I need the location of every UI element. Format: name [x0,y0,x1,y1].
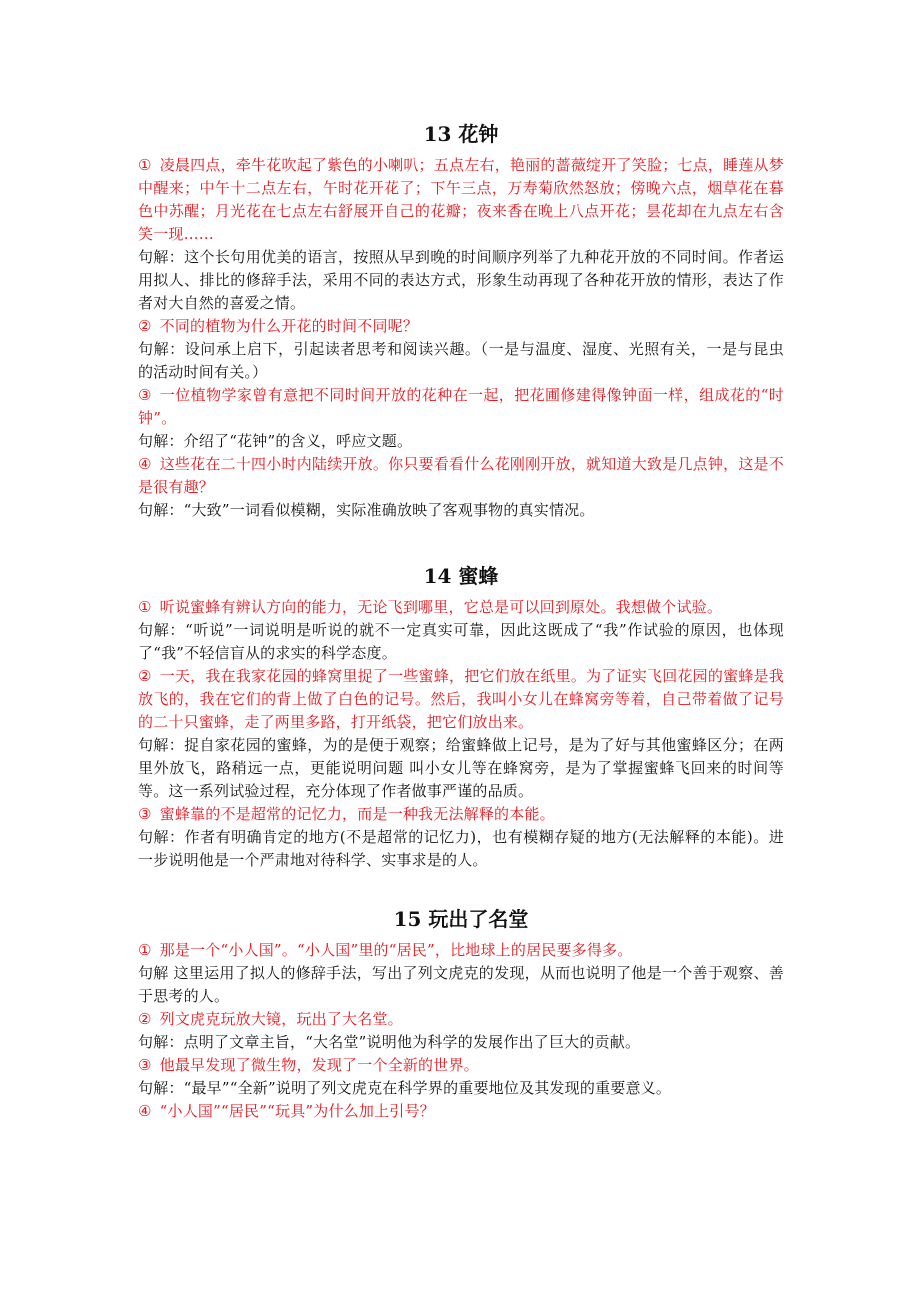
document-content [138,118,784,1123]
sentence-explanation-4: 句解：“大致”一词看似模糊，实际准确放映了客观事物的真实情况。 [138,501,595,519]
sentence-explanation-1: 句解：这个长句用优美的语言，按照从早到晚的时间顺序列举了九种花开放的不同时间。作者运用拟人、排比的修辞手法，采用不同的表达方式，形象生动再现了各种花开放的情形，表达了作者对大自然的喜爱之情。 [138,248,784,312]
sentence-explanation-1: 句解 这里运用了拟人的修辞手法，写出了列文虎克的发现，从而也说明了他是一个善于观察、善于思考的人。 [138,964,784,1005]
key-sentence-4 [138,453,784,499]
key-sentence-4 [138,1100,784,1123]
sentence-number: ① [138,598,152,616]
key-sentence-2 [138,665,784,734]
key-sentence-1 [138,154,784,246]
key-sentence-2 [138,1008,784,1031]
section-title: 13 花钟 [423,122,499,146]
sentence-number: ③ [138,386,152,404]
key-sentence-1 [138,939,784,962]
sentence-number: ① [138,156,152,174]
sentence-number: ③ [138,1056,152,1074]
sentence-number: ① [138,941,152,959]
sentence-text: 那是一个“小人国”。“小人国”里的“居民”，比地球上的居民要多得多。 [159,941,633,959]
sentence-text: 蜜蜂靠的不是超常的记忆力，而是一种我无法解释的本能。 [159,805,555,823]
key-sentence-2 [138,315,784,338]
sentence-number: ④ [138,455,152,473]
sentence-text: 凌晨四点，牵牛花吹起了紫色的小喇叭；五点左右，艳丽的蔷薇绽开了笑脸；七点，睡莲从梦中醒来；中午十二点左右，午时花开花了；下午三点，万寿菊欣然怒放；傍晚六点，烟草花在暮色中苏醒；月光花在七点左右舒展开自己的花瓣；夜来香在晚上八点开花；昙花却在九点左右含笑一现…… [138,156,784,243]
section-title: 15 玩出了名堂 [393,907,529,931]
section-13-flower-clock [138,118,784,522]
sentence-text: 一天，我在我家花园的蜂窝里捉了一些蜜蜂，把它们放在纸里。为了证实飞回花园的蜜蜂是我放飞的，我在它们的背上做了白色的记号。然后，我叫小女儿在蜂窝旁等着，自己带着做了记号的二十只蜜蜂，走了两里多路，打开纸袋，把它们放出来。 [138,667,784,731]
key-sentence-3 [138,384,784,430]
sentence-number: ④ [138,1102,152,1120]
sentence-number: ② [138,317,152,335]
sentence-explanation-3: 句解：介绍了“花钟”的含义，呼应文题。 [138,432,413,450]
sentence-explanation-2: 句解：捉自家花园的蜜蜂，为的是便于观察；给蜜蜂做上记号，是为了好与其他蜜蜂区分；在两里外放飞，路稍远一点，更能说明问题 叫小女儿等在蜂窝旁，是为了掌握蜜蜂飞回来的时间等等。这一系列试验过程，充分体现了作者做事严谨的品质。 [138,736,784,800]
sentence-explanation-1: 句解：“听说”一词说明是听说的就不一定真实可靠，因此这既成了“我”作试验的原因，也体现了“我”不轻信盲从的求实的科学态度。 [138,621,784,662]
sentence-text: “小人国”“居民”“玩具”为什么加上引号？ [159,1102,435,1120]
key-sentence-3 [138,1054,784,1077]
sentence-number: ② [138,667,152,685]
sentence-text: 一位植物学家曾有意把不同时间开放的花种在一起，把花圃修建得像钟面一样，组成花的“时钟”。 [138,386,784,427]
sentence-text: 听说蜜蜂有辨认方向的能力，无论飞到哪里，它总是可以回到原处。我想做个试验。 [159,598,723,616]
sentence-number: ③ [138,805,152,823]
sentence-explanation-3: 句解：“最早”“全新”说明了列文虎克在科学界的重要地位及其发现的重要意义。 [138,1079,672,1097]
key-sentence-3 [138,803,784,826]
sentence-text: 列文虎克玩放大镜，玩出了大名堂。 [159,1010,403,1028]
sentence-explanation-2: 句解：设问承上启下，引起读者思考和阅读兴趣。（一是与温度、湿度、光照有关，一是与昆虫的活动时间有关。） [138,340,784,381]
section-title: 14 蜜蜂 [423,564,499,588]
sentence-explanation-2: 句解：点明了文章主旨，“大名堂”说明他为科学的发展作出了巨大的贡献。 [138,1033,641,1051]
key-sentence-1 [138,596,784,619]
section-15-magnifier [138,903,784,1123]
sentence-number: ② [138,1010,152,1028]
sentence-text: 他最早发现了微生物，发现了一个全新的世界。 [159,1056,479,1074]
section-14-bees [138,560,784,872]
sentence-text: 这些花在二十四小时内陆续开放。你只要看看什么花刚刚开放，就知道大致是几点钟，这是不是很有趣？ [138,455,784,496]
sentence-text: 不同的植物为什么开花的时间不同呢？ [159,317,419,335]
sentence-explanation-3: 句解：作者有明确肯定的地方(不是超常的记忆力)，也有模糊存疑的地方(无法解释的本能)。进一步说明他是一个严肃地对待科学、实事求是的人。 [138,828,784,869]
